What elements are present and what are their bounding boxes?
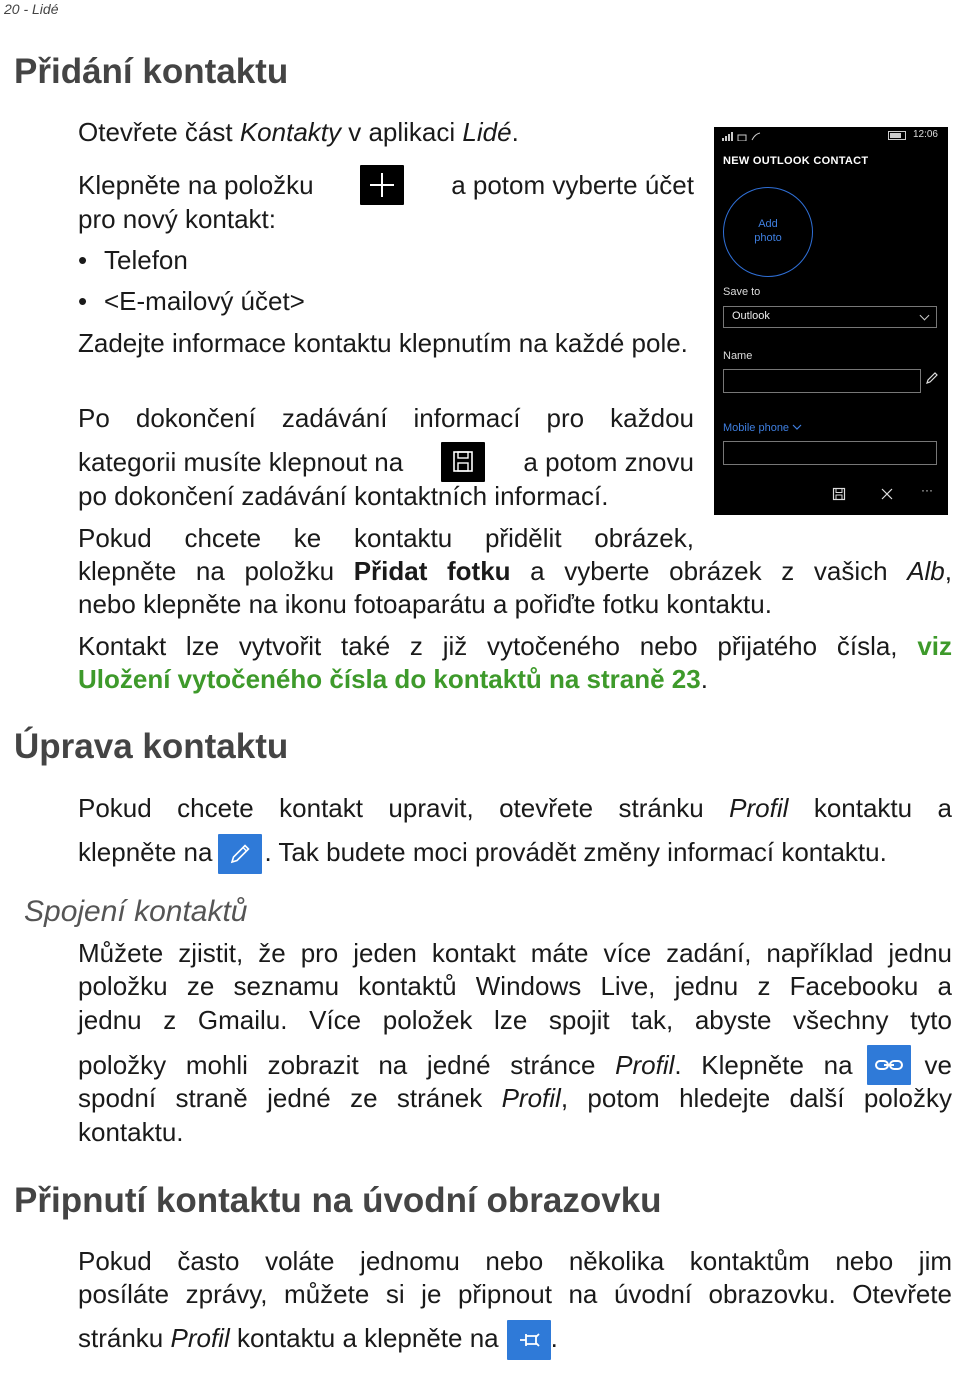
edit-pencil-icon[interactable] [925,371,939,385]
text: klepněte na [78,837,213,867]
text-italic: Profil [615,1050,675,1080]
mobile-phone-field[interactable] [723,441,937,465]
text: . [511,117,519,147]
name-label: Name [723,350,753,362]
save-icon[interactable] [832,487,846,501]
add-paragraph-5-line-3: nebo klepněte na ikonu fotoaparátu a pořiďte fotku kontaktu. [78,589,772,619]
edit-paragraph-line-2 [78,830,958,874]
text-italic: Lidé [462,117,512,147]
text-italic: Alb [907,556,945,586]
link-paragraph-line-5 [78,1082,952,1115]
edit-paragraph-line-1 [78,792,952,825]
add-paragraph-4-line-2 [78,440,694,484]
link-paragraph-line-3: jednu z Gmailu. Více položek lze spojit tak, abyste všechny tyto [78,1005,952,1035]
text-group [78,1043,853,1087]
add-photo-label: Add [758,218,778,230]
text: v aplikaci [341,117,463,147]
add-paragraph-2-line-2: pro nový kontakt: [78,204,276,234]
text: klepněte na položku [78,556,354,586]
chevron-down-icon [792,423,802,431]
add-paragraph-5-line-1: Pokud chcete ke kontaktu přidělit obrázek, [78,523,694,553]
link-paragraph-line-4 [78,1043,952,1087]
section-title-add: Přidání kontaktu [14,52,289,91]
link-paragraph-line-2: položku ze seznamu kontaktů Windows Live, jednu z Facebooku a [78,971,952,1001]
cross-reference-link[interactable]: viz [917,631,952,661]
add-photo-button[interactable] [723,187,813,277]
save-to-dropdown[interactable] [723,306,937,328]
text-italic: Profil [729,793,789,823]
add-photo-term: Přidat fotku [353,556,511,586]
phone-screen-title: NEW OUTLOOK CONTACT [723,155,869,167]
add-paragraph-4-line-3: po dokončení zadávání kontaktních informací. [78,481,609,511]
text: spodní straně jedné ze stránek [78,1083,502,1113]
subsection-title-link: Spojení kontaktů [24,895,248,928]
mobile-phone-label[interactable] [723,422,802,434]
add-photo-label: photo [754,232,782,244]
app-bar [714,483,948,505]
pin-icon [507,1320,551,1360]
add-paragraph-2-line-1 [78,164,694,206]
bullet-phone [78,244,678,277]
add-paragraph-1 [78,116,698,149]
bullet-dot: • [78,286,88,316]
chevron-down-icon [920,311,930,321]
add-paragraph-3: Zadejte informace kontaktu klepnutím na každé pole. [78,328,688,358]
add-paragraph-6-line-1 [78,630,952,663]
text: a vyberte obrázek z vašich [510,556,908,586]
text: . Tak budete moci provádět změny informací kontaktu. [264,837,887,867]
text: Klepněte na položku [78,170,314,200]
text-italic: Profil [170,1323,230,1353]
save-to-value: Outlook [732,310,770,322]
section-title-edit: Úprava kontaktu [14,727,289,766]
text: . [700,664,708,694]
text: Mobile phone [723,422,790,434]
more-icon[interactable]: ··· [921,483,933,497]
text: , potom hledejte další položky [560,1083,952,1113]
section-title-pin: Připnutí kontaktu na úvodní obrazovku [14,1181,662,1220]
text: a potom vyberte účet [451,170,694,200]
text: kategorii musíte klepnout na [78,447,404,477]
text: a potom znovu [523,447,694,477]
cross-reference-link[interactable]: Uložení vytočeného čísla do kontaktů na straně 23 [78,664,701,694]
add-paragraph-6-line-2 [78,663,952,696]
save-icon [441,442,485,482]
signal-icon [722,131,762,141]
text-italic: Kontakty [239,117,342,147]
text: , [944,556,952,586]
link-paragraph-line-1: Můžete zjistit, že pro jeden kontakt máte více zadání, například jednu [78,938,952,968]
text: Otevřete část [78,117,240,147]
text: Kontakt lze vytvořit také z již vytočeného nebo přijatého čísla, [78,631,898,661]
pin-paragraph-line-3 [78,1316,952,1360]
text-italic: Profil [501,1083,561,1113]
edit-icon [218,834,262,874]
add-icon [360,165,404,205]
text: . Klepněte na [674,1050,853,1080]
add-paragraph-4-line-1: Po dokončení zadávání informací pro každou [78,403,694,433]
text: <E-mailový účet> [104,286,305,316]
phone-screenshot [714,127,948,515]
link-paragraph-line-6: kontaktu. [78,1117,184,1147]
page-header: 20 - Lidé [4,1,59,17]
pin-paragraph-line-2: posíláte zprávy, můžete si je připnout na úvodní obrazovku. Otevřete [78,1279,952,1309]
text: ve [924,1050,952,1080]
name-field[interactable] [723,369,921,393]
pin-paragraph-line-1: Pokud často voláte jednomu nebo několika kontaktům nebo jim [78,1246,952,1276]
text: stránku [78,1323,171,1353]
status-bar [722,129,940,141]
save-to-label: Save to [723,286,761,298]
bullet-dot: • [78,245,88,275]
text: kontaktu a klepněte na [229,1323,499,1353]
text: Telefon [104,245,188,275]
add-paragraph-5-line-2 [78,555,952,588]
text: . [550,1323,558,1353]
close-icon[interactable] [880,487,894,501]
text: Pokud chcete kontakt upravit, otevřete stránku [78,793,730,823]
text: kontaktu a [788,793,952,823]
link-icon [867,1045,911,1085]
bullet-email [78,285,678,318]
text: položky mohli zobrazit na jedné stránce [78,1050,616,1080]
battery-icon [888,131,906,140]
status-time: 12:06 [912,129,938,140]
